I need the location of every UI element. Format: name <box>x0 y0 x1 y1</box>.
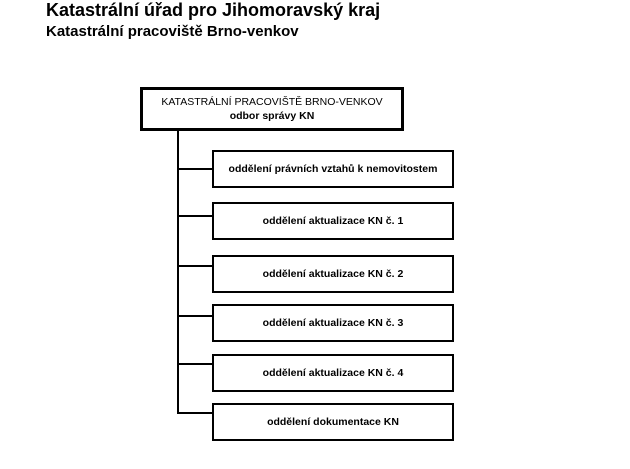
org-branch-line <box>177 363 213 365</box>
org-department-box: oddělení aktualizace KN č. 2 <box>212 255 454 293</box>
org-branch-line <box>177 215 213 217</box>
org-branch-line <box>177 412 213 414</box>
org-department-box: oddělení aktualizace KN č. 3 <box>212 304 454 342</box>
org-root-unit: odbor správy KN <box>229 110 315 122</box>
org-root-box <box>140 87 404 131</box>
org-vertical-connector <box>177 131 179 413</box>
org-department-box: oddělení aktualizace KN č. 1 <box>212 202 454 240</box>
org-branch-line <box>177 168 213 170</box>
org-branch-line <box>177 315 213 317</box>
org-root-name: KATASTRÁLNÍ PRACOVIŠTĚ BRNO-VENKOV <box>161 96 383 108</box>
org-department-box: oddělení dokumentace KN <box>212 403 454 441</box>
org-department-box: oddělení aktualizace KN č. 4 <box>212 354 454 392</box>
page-subtitle: Katastrální pracoviště Brno-venkov <box>46 23 299 40</box>
org-department-box: oddělení právních vztahů k nemovitostem <box>212 150 454 188</box>
page-title: Katastrální úřad pro Jihomoravský kraj <box>46 0 381 20</box>
org-branch-line <box>177 265 213 267</box>
